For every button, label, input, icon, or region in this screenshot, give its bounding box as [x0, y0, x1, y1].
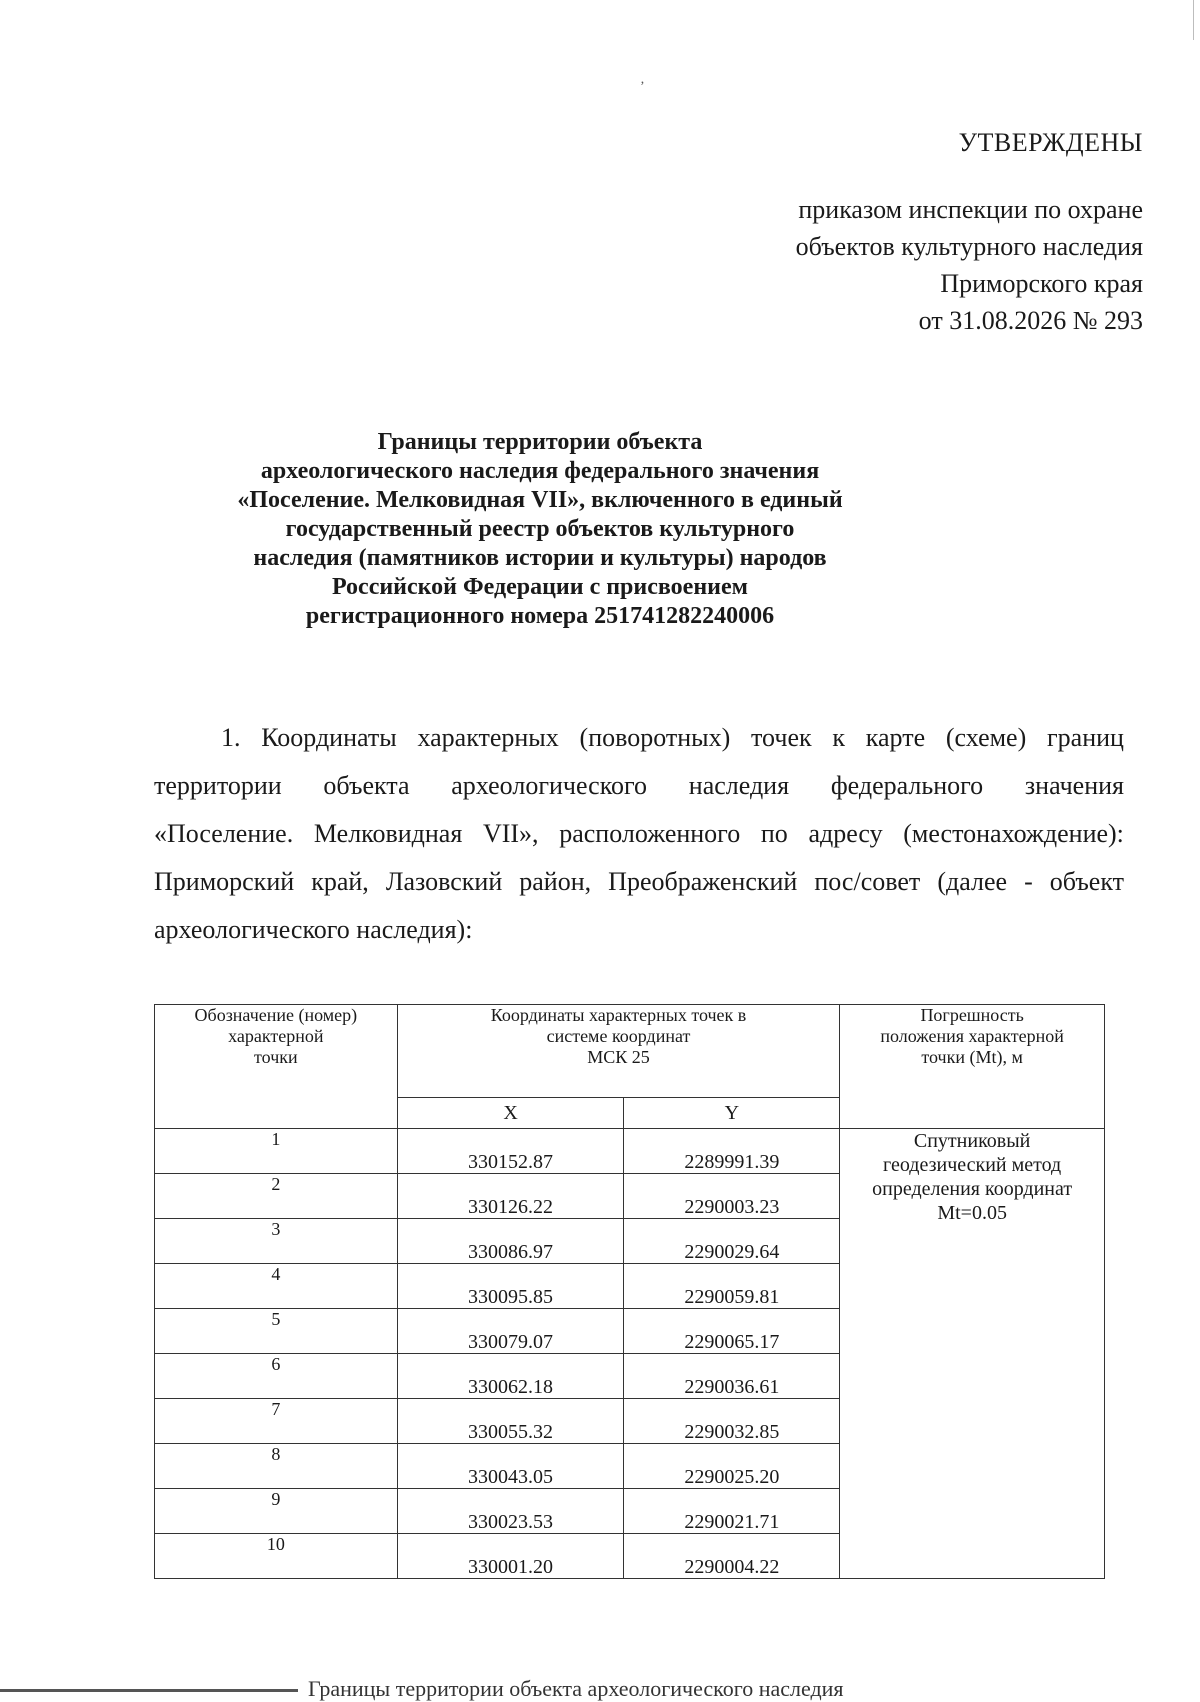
- y-value: 2289991.39: [624, 1129, 840, 1174]
- x-value: 330023.53: [397, 1489, 624, 1534]
- title-line: наследия (памятников истории и культуры) народов: [253, 545, 827, 571]
- y-value: 2290003.23: [624, 1174, 840, 1219]
- x-value: 330086.97: [397, 1219, 624, 1264]
- word: Координаты: [261, 723, 397, 752]
- header-line: Обозначение (номер): [194, 1005, 358, 1025]
- point-number: 10: [155, 1534, 398, 1579]
- paragraph-line: [154, 714, 1124, 762]
- word: -: [1024, 867, 1033, 896]
- header-line: положения характерной: [880, 1026, 1064, 1046]
- word: значения: [1024, 771, 1124, 800]
- method-line: Mt=0.05: [937, 1202, 1007, 1224]
- approval-block: [796, 124, 1143, 339]
- scan-mark: ‚: [640, 72, 645, 87]
- title-line: археологического наследия федерального значения: [260, 458, 820, 484]
- cut-off-text: Границы территории объекта археологического наследия: [308, 1676, 844, 1701]
- point-number: 9: [155, 1489, 398, 1534]
- word: археологического: [451, 771, 648, 800]
- point-number: 8: [155, 1444, 398, 1489]
- paragraph-line: археологического наследия):: [154, 915, 473, 944]
- word: адресу: [808, 819, 883, 848]
- title-line: регистрационного номера 251741282240006: [305, 603, 775, 629]
- y-value: 2290029.64: [624, 1219, 840, 1264]
- header-line: характерной: [228, 1026, 324, 1046]
- word: расположенного: [559, 819, 741, 848]
- paragraph-line: [154, 858, 1124, 906]
- header-line: Координаты характерных точек в: [490, 1005, 747, 1025]
- title-line: Российской Федерации с присвоением: [331, 574, 748, 600]
- x-value: 330001.20: [397, 1534, 624, 1579]
- word: (поворотных): [579, 723, 731, 752]
- page-bottom-cut: [0, 1676, 1200, 1701]
- method-line: Спутниковый: [913, 1130, 1031, 1152]
- header-line: точки: [254, 1047, 298, 1067]
- point-number: 1: [155, 1129, 398, 1174]
- x-value: 330126.22: [397, 1174, 624, 1219]
- word: пос/совет: [814, 867, 921, 896]
- y-value: 2290036.61: [624, 1354, 840, 1399]
- word: характерных: [417, 723, 559, 752]
- footnote-separator: [0, 1689, 298, 1692]
- word: (схеме): [945, 723, 1027, 752]
- word: федерального: [830, 771, 984, 800]
- approval-line-4: от 31.08.2026 № 293: [918, 306, 1143, 335]
- header-line: точки (Mt), м: [921, 1047, 1023, 1067]
- word: Мелковидная: [313, 819, 463, 848]
- page-edge-line: [1193, 0, 1194, 40]
- header-line: Погрешность: [920, 1005, 1024, 1025]
- approval-line-2: объектов культурного наследия: [795, 232, 1143, 261]
- y-value: 2290065.17: [624, 1309, 840, 1354]
- document-title: [160, 428, 920, 631]
- word: к: [832, 723, 846, 752]
- title-line: «Поселение. Мелковидная VII», включенного в единый: [237, 487, 843, 513]
- approval-line-3: Приморского края: [940, 269, 1143, 298]
- word: объекта: [323, 771, 410, 800]
- table-row: [155, 1129, 1105, 1174]
- x-value: 330095.85: [397, 1264, 624, 1309]
- header-coordinates: [397, 1005, 840, 1098]
- word: точек: [751, 723, 812, 752]
- header-line: МСК 25: [587, 1047, 650, 1067]
- method-line: геодезический метод: [883, 1154, 1062, 1176]
- point-number: 7: [155, 1399, 398, 1444]
- header-x: X: [397, 1098, 624, 1129]
- word: район,: [519, 867, 592, 896]
- coordinates-table: [154, 1004, 1105, 1579]
- method-line: определения координат: [872, 1178, 1073, 1200]
- approved-label: УТВЕРЖДЕНЫ: [958, 128, 1143, 157]
- word: (далее: [937, 867, 1008, 896]
- point-number: 4: [155, 1264, 398, 1309]
- x-value: 330152.87: [397, 1129, 624, 1174]
- y-value: 2290025.20: [624, 1444, 840, 1489]
- header-accuracy: [840, 1005, 1105, 1129]
- x-value: 330043.05: [397, 1444, 624, 1489]
- word: VII»,: [482, 819, 539, 848]
- word: «Поселение.: [154, 819, 294, 848]
- title-line: Границы территории объекта: [377, 429, 703, 455]
- x-value: 330079.07: [397, 1309, 624, 1354]
- x-value: 330062.18: [397, 1354, 624, 1399]
- title-line: государственный реестр объектов культурного: [285, 516, 795, 542]
- y-value: 2290032.85: [624, 1399, 840, 1444]
- word: край,: [311, 867, 369, 896]
- point-number: 5: [155, 1309, 398, 1354]
- word: Преображенский: [608, 867, 798, 896]
- y-value: 2290059.81: [624, 1264, 840, 1309]
- approval-line-1: приказом инспекции по охране: [798, 195, 1143, 224]
- header-y: Y: [624, 1098, 840, 1129]
- coordinates-paragraph: [154, 714, 1124, 954]
- y-value: 2290021.71: [624, 1489, 840, 1534]
- word: наследия: [688, 771, 790, 800]
- header-point-number: [155, 1005, 398, 1129]
- word: 1.: [221, 723, 241, 752]
- paragraph-line: [154, 810, 1124, 858]
- word: Лазовский: [385, 867, 503, 896]
- word: границ: [1047, 723, 1124, 752]
- method-cell: [840, 1129, 1105, 1579]
- y-value: 2290004.22: [624, 1534, 840, 1579]
- point-number: 2: [155, 1174, 398, 1219]
- x-value: 330055.32: [397, 1399, 624, 1444]
- point-number: 3: [155, 1219, 398, 1264]
- word: Приморский: [154, 867, 295, 896]
- paragraph-line: [154, 762, 1124, 810]
- word: карте: [865, 723, 926, 752]
- word: объект: [1049, 867, 1124, 896]
- word: по: [760, 819, 788, 848]
- header-line: системе координат: [546, 1026, 691, 1046]
- word: территории: [154, 771, 282, 800]
- point-number: 6: [155, 1354, 398, 1399]
- word: (местонахождение):: [903, 819, 1124, 848]
